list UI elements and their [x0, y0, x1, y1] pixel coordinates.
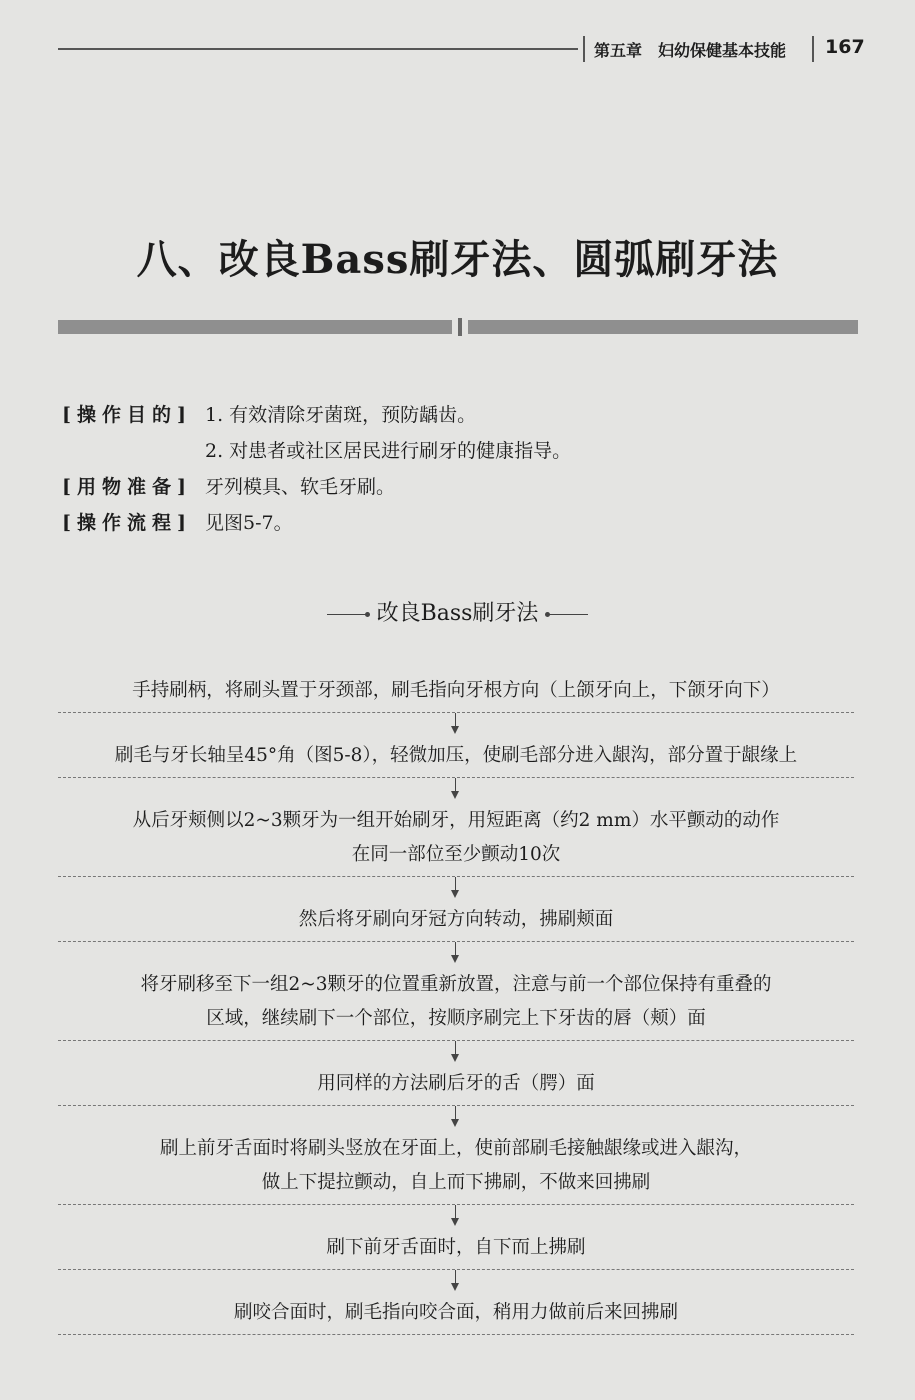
- info-text: 1. 有效清除牙菌斑，预防龋齿。: [205, 404, 477, 426]
- flow-step: 用同样的方法刷后牙的舌（腭）面: [58, 1063, 854, 1106]
- info-text: 牙列模具、软毛牙刷。: [205, 476, 396, 498]
- info-label: [用物准备]: [62, 476, 192, 498]
- header-divider: [812, 36, 814, 62]
- info-label: [操作流程]: [62, 512, 192, 534]
- flow-step: 然后将牙刷向牙冠方向转动，拂刷颊面: [58, 899, 854, 942]
- info-text: 2. 对患者或社区居民进行刷牙的健康指导。: [205, 440, 572, 462]
- flow-step: 刷毛与牙长轴呈45°角（图5-8），轻微加压，使刷毛部分进入龈沟，部分置于龈缘上: [58, 735, 854, 778]
- flowchart-heading: [0, 596, 915, 627]
- header-rule: [58, 48, 578, 50]
- page-number: 167: [825, 36, 865, 58]
- flow-step: 刷下前牙舌面时，自下而上拂刷: [58, 1227, 854, 1270]
- flow-arrow-icon: [58, 778, 854, 800]
- flow-arrow-icon: [58, 1041, 854, 1063]
- flow-arrow-icon: [58, 877, 854, 899]
- flow-arrow-icon: [58, 1205, 854, 1227]
- flow-arrow-icon: [58, 942, 854, 964]
- flow-step: [58, 1128, 854, 1205]
- flow-step: [58, 800, 854, 877]
- flow-step: 刷咬合面时，刷毛指向咬合面，稍用力做前后来回拂刷: [58, 1292, 854, 1335]
- title-bar-marker: [458, 318, 462, 336]
- heading-rule-right: [548, 614, 588, 615]
- flow-step: [58, 964, 854, 1041]
- flowchart: [58, 670, 854, 1335]
- flow-arrow-icon: [58, 713, 854, 735]
- flow-step: 手持刷柄，将刷头置于牙颈部，刷毛指向牙根方向（上颌牙向上，下颌牙向下）: [58, 670, 854, 713]
- flow-step-text: 从后牙颊侧以2~3颗牙为一组开始刷牙，用短距离（约2 mm）水平颤动的动作: [132, 810, 780, 831]
- header-divider: [583, 36, 585, 62]
- info-label: [操作目的]: [62, 404, 192, 426]
- flow-step-text: 刷上前牙舌面时将刷头竖放在牙面上，使前部刷毛接触龈缘或进入龈沟，: [159, 1138, 752, 1159]
- flow-step-text: 在同一部位至少颤动10次: [351, 844, 561, 865]
- flow-arrow-icon: [58, 1106, 854, 1128]
- flowchart-heading-text: 改良Bass刷牙法: [376, 601, 539, 626]
- flow-step-text: 区域，继续刷下一个部位，按顺序刷完上下牙齿的唇（颊）面: [206, 1008, 706, 1029]
- heading-rule-left: [327, 614, 367, 615]
- info-text: 见图5-7。: [205, 512, 293, 534]
- flow-arrow-icon: [58, 1270, 854, 1292]
- section-title: 八、改良Bass刷牙法、圆弧刷牙法: [136, 236, 779, 283]
- chapter-title: 第五章 妇幼保健基本技能: [594, 41, 787, 60]
- flow-step-text: 做上下提拉颤动，自上而下拂刷，不做来回拂刷: [261, 1172, 651, 1193]
- flow-step-text: 将牙刷移至下一组2~3颗牙的位置重新放置，注意与前一个部位保持有重叠的: [140, 974, 772, 995]
